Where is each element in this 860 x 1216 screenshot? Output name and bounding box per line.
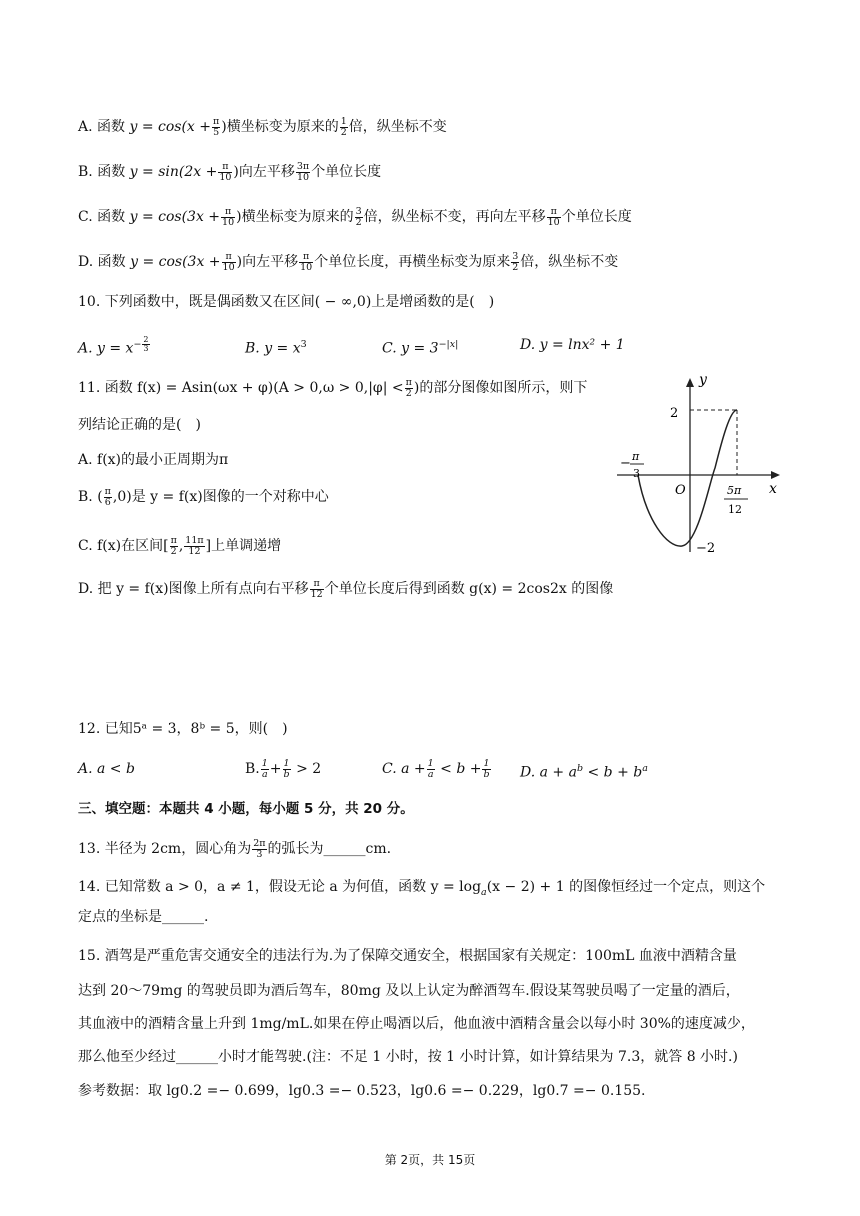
- frac-num: π: [104, 485, 111, 497]
- frac-den: 12: [188, 545, 201, 557]
- text: ]上单调递增: [205, 538, 282, 554]
- exponent: 3: [300, 339, 307, 350]
- q15-line-4: 那么他至少经过______小时才能驾驶.(注：不足 1 小时，按 1 小时计算，如计算结果为 7.3，就答 8 小时.): [78, 1049, 738, 1065]
- text: 倍，纵坐标不变，再向左平移: [363, 209, 546, 225]
- text: )的部分图像如图所示，则下: [413, 380, 588, 396]
- text: 14. 已知常数 a > 0，a ≠ 1，假设无论 a 为何值，函数 y = log: [78, 879, 482, 895]
- q15-line-3: 其血液中的酒精含量上升到 1mg/mL.如果在停止喝酒以后，他血液中酒精含量会以每小时 30%的速度减少，: [78, 1016, 755, 1032]
- fraction: [221, 207, 235, 228]
- text: +: [269, 761, 282, 777]
- q13: [78, 838, 391, 860]
- formula: y = cos(3x +: [129, 209, 221, 225]
- q14-line-2: 定点的坐标是______.: [78, 909, 209, 925]
- q10-option-d: D. y = lnx² + 1: [520, 337, 625, 353]
- q11-stem-cont: 列结论正确的是( ): [78, 417, 201, 433]
- text: 倍，纵坐标不变: [520, 254, 619, 270]
- frac-num: 1: [283, 757, 290, 769]
- q9-option-b: [78, 161, 381, 183]
- frac-num: π: [221, 207, 235, 218]
- frac-num: 1: [483, 757, 490, 769]
- q9-option-d: [78, 251, 618, 273]
- exponent: a: [642, 763, 648, 774]
- left-tick-sign: −: [620, 456, 631, 471]
- frac-num: 2: [143, 335, 149, 344]
- fraction: [405, 378, 413, 399]
- text: )向左平移: [233, 164, 295, 180]
- text: )向左平移: [236, 254, 299, 270]
- right-tick-num: 5π: [727, 484, 742, 497]
- q10-stem: 10. 下列函数中，既是偶函数又在区间( − ∞,0)上是增函数的是( ): [78, 294, 495, 310]
- y-axis-arrow: [686, 378, 694, 387]
- formula: B. y = x: [245, 340, 301, 357]
- option-label: A. 函数: [78, 119, 126, 135]
- frac-den: 10: [222, 261, 235, 273]
- q11-option-d: [78, 578, 613, 600]
- text: )横坐标变为原来的: [236, 209, 354, 225]
- text: 倍，纵坐标不变: [348, 119, 447, 135]
- text: 个单位长度后得到函数 g(x) = 2cos2x 的图像: [324, 581, 614, 597]
- frac-den: 2: [340, 126, 347, 138]
- min-label: −2: [696, 541, 716, 556]
- fraction: [184, 536, 204, 557]
- q15-line-1: 15. 酒驾是严重危害交通安全的违法行为.为了保障交通安全，根据国家有关规定：100mL 血液中酒精含量: [78, 948, 737, 964]
- frac-num: 11π: [185, 534, 204, 546]
- frac-den: 2: [170, 545, 177, 557]
- frac-den: 10: [296, 171, 310, 183]
- frac-num: 1: [261, 757, 268, 769]
- x-axis-arrow: [771, 471, 780, 479]
- frac-num: π: [218, 162, 232, 173]
- frac-den: a: [261, 768, 268, 780]
- fraction: [482, 759, 490, 780]
- text: 13. 半径为 2cm，圆心角为: [78, 841, 252, 857]
- frac-den: 10: [222, 216, 235, 228]
- frac-den: 3: [256, 848, 263, 860]
- q10-option-b: [245, 334, 307, 360]
- fraction: [340, 117, 348, 138]
- frac-den: 5: [213, 126, 220, 138]
- frac-num: 1: [340, 115, 347, 127]
- frac-den: 3: [143, 344, 149, 353]
- frac-num: π: [299, 252, 313, 263]
- fraction: [299, 252, 313, 273]
- frac-num: π: [170, 534, 177, 546]
- fraction: [283, 759, 291, 780]
- text: > 2: [296, 761, 322, 777]
- q15-line-2: 达到 20～79mg 的驾驶员即为酒后驾车，80mg 及以上认定为醉酒驾车.假设某驾驶员喝了一定量的酒后，: [78, 983, 740, 999]
- frac-num: π: [222, 252, 236, 263]
- fraction: [511, 252, 519, 273]
- formula: C. y = 3: [382, 340, 439, 357]
- q12-option-a: A. a < b: [78, 761, 135, 777]
- q9-option-a: [78, 116, 447, 138]
- y-axis-label: y: [699, 372, 707, 388]
- frac-den: 2: [405, 387, 412, 399]
- text: D. 把 y = f(x)图像上所有点向右平移: [78, 581, 309, 597]
- q14-line-1: [78, 876, 765, 904]
- frac-den: b: [283, 768, 290, 780]
- text: 11. 函数 f(x) = Asin(ωx + φ)(A > 0,ω > 0,|φ| <: [78, 380, 404, 396]
- frac-num: 2π: [253, 837, 266, 849]
- frac-den: 10: [300, 261, 313, 273]
- fraction: [547, 207, 561, 228]
- formula: A. y = x: [78, 340, 134, 357]
- frac-num: 3: [355, 205, 362, 217]
- fraction: [310, 579, 324, 600]
- exponent: − 2 3: [133, 335, 149, 353]
- text: 个单位长度: [311, 164, 382, 180]
- fraction: [142, 336, 149, 353]
- fraction: [104, 487, 112, 508]
- text: 的弧长为______cm.: [267, 841, 392, 857]
- text: C. a +: [382, 761, 426, 777]
- formula: y = cos(3x +: [130, 254, 221, 270]
- q12-option-b: [245, 758, 321, 780]
- text: ,0)是 y = f(x)图像的一个对称中心: [112, 489, 329, 505]
- text: C. f(x)在区间[: [78, 538, 169, 554]
- text: )横坐标变为原来的: [221, 119, 339, 135]
- option-label: D. 函数: [78, 254, 126, 270]
- text: 12. 已知5ᵃ = 3，8ᵇ = 5，则( ): [78, 721, 288, 737]
- fraction: [218, 162, 232, 183]
- text: ,: [178, 538, 184, 554]
- frac-den: 10: [547, 216, 560, 228]
- right-tick-den: 12: [728, 503, 742, 516]
- q11-option-b: [78, 486, 329, 508]
- frac-den: 10: [219, 171, 232, 183]
- fraction: [222, 252, 236, 273]
- q9-option-c: [78, 206, 632, 228]
- sine-curve: [638, 410, 737, 546]
- exponent: −|x|: [438, 339, 459, 350]
- page-footer: 第 2页，共 15页: [384, 1153, 476, 1167]
- frac-num: π: [547, 207, 561, 218]
- q11-option-c: [78, 535, 281, 557]
- fraction: [170, 536, 178, 557]
- q12-stem: [78, 718, 288, 740]
- frac-den: b: [483, 768, 490, 780]
- q10-option-c: [382, 334, 458, 360]
- q10-option-a: [78, 334, 151, 360]
- formula: y = sin(2x +: [129, 164, 218, 180]
- fraction: [252, 839, 266, 860]
- fraction: [261, 759, 269, 780]
- text: D. a + a: [520, 764, 577, 781]
- frac-den: 12: [310, 588, 323, 600]
- origin-label: O: [675, 483, 686, 498]
- frac-num: π: [310, 579, 324, 590]
- text: (x − 2) + 1 的图像恒经过一个定点，则这个: [486, 879, 766, 895]
- frac-num: 1: [427, 757, 434, 769]
- left-tick-num: π: [632, 450, 640, 463]
- fraction: [212, 117, 220, 138]
- text: B.: [245, 761, 260, 777]
- q11-function-graph: [612, 370, 787, 560]
- subscript: a: [481, 886, 487, 898]
- text: < b + b: [583, 764, 643, 781]
- section-3-heading: 三、填空题：本题共 4 小题，每小题 5 分，共 20 分。: [78, 801, 414, 817]
- fraction: [427, 759, 435, 780]
- text: B. (: [78, 489, 103, 505]
- frac-den: 2: [355, 216, 362, 228]
- frac-den: 2: [512, 261, 519, 273]
- text: 个单位长度: [561, 209, 632, 225]
- frac-num: π: [213, 115, 220, 127]
- text: 个单位长度，再横坐标变为原来: [314, 254, 511, 270]
- q12-option-c: [382, 758, 492, 780]
- frac-num: π: [405, 376, 412, 388]
- frac-den: 6: [104, 496, 111, 508]
- frac-num: 3π: [296, 160, 310, 172]
- left-tick-den: 3: [633, 467, 640, 480]
- q12-option-d: [520, 758, 648, 784]
- text: < b +: [440, 761, 482, 777]
- max-label: 2: [670, 406, 679, 421]
- fraction: [355, 207, 363, 228]
- formula: y = cos(x +: [129, 119, 212, 135]
- frac-den: a: [427, 768, 434, 780]
- fraction: [296, 162, 310, 183]
- option-label: B. 函数: [78, 164, 126, 180]
- q11-option-a: A. f(x)的最小正周期为π: [78, 452, 229, 468]
- exponent: b: [576, 763, 584, 774]
- frac-num: 3: [512, 250, 519, 262]
- option-label: C. 函数: [78, 209, 126, 225]
- q15-line-5: 参考数据：取 lg0.2 =− 0.699，lg0.3 =− 0.523，lg0.6 =− 0.229，lg0.7 =− 0.155.: [78, 1083, 646, 1099]
- q11-stem: [78, 377, 587, 399]
- x-axis-label: x: [769, 481, 777, 497]
